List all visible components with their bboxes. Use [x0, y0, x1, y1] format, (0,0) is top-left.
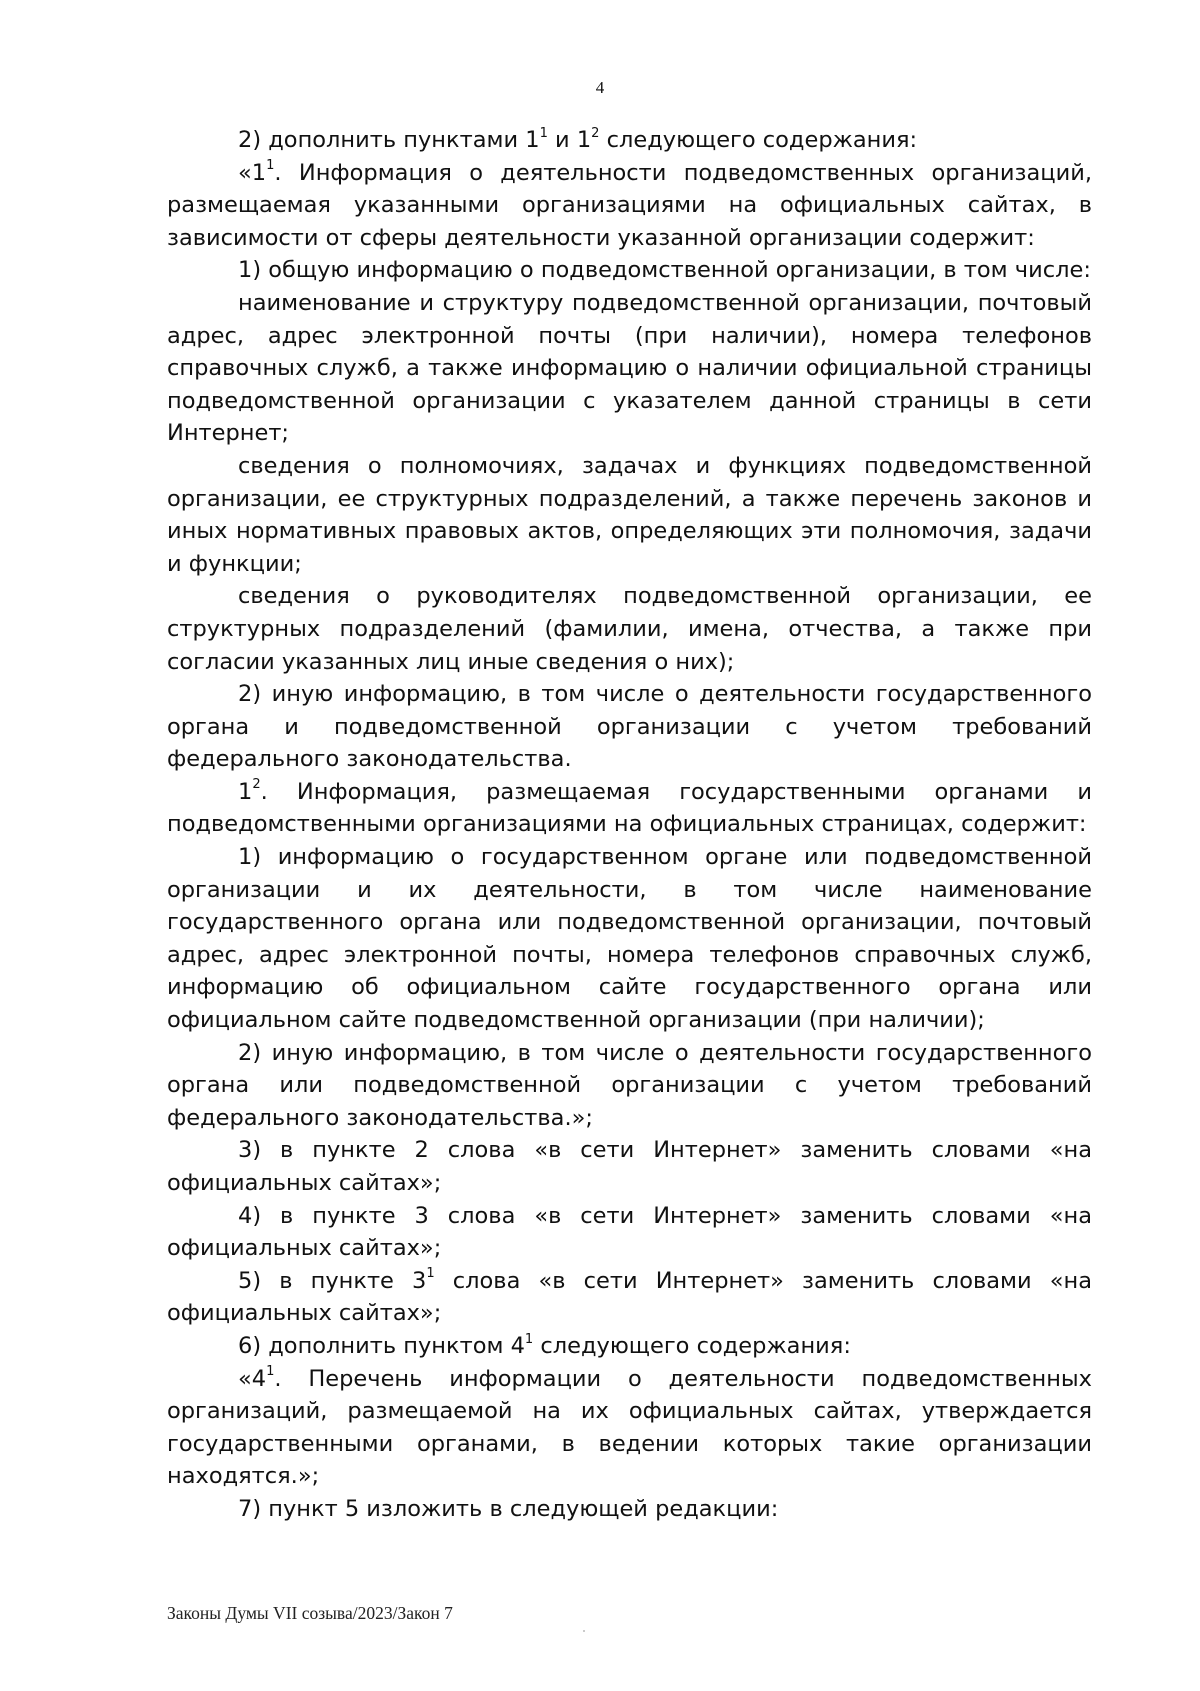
page-number: 4: [595, 78, 605, 97]
text-segment: 6) дополнить пунктом 4: [238, 1332, 525, 1359]
superscript: 2: [591, 125, 600, 141]
superscript: 1: [266, 1364, 275, 1380]
superscript: 1: [539, 125, 548, 141]
paragraph-general-info: [167, 254, 1092, 287]
text-segment: 2) дополнить пунктами 1: [238, 127, 540, 153]
paragraph-amend-add-points: [167, 124, 1092, 157]
paragraph-point-1-1: [167, 157, 1092, 255]
superscript: 2: [252, 777, 261, 793]
text-segment: следующего содержания:: [533, 1332, 851, 1359]
paragraph-other-info-2: [167, 1037, 1092, 1135]
text-segment: «4: [238, 1365, 267, 1392]
paragraph-amend-point-2: [167, 1134, 1092, 1199]
text-segment: 2) иную информацию, в том числе о деятельности государственного органа или подведомственной организации с учетом требований федерального законодательства.»;: [167, 1039, 1092, 1131]
paragraph-amend-add-point-4-1: [167, 1330, 1092, 1363]
superscript: 1: [426, 1266, 435, 1282]
paragraph-point-1-2: [167, 776, 1092, 841]
text-segment: . Перечень информации о деятельности подведомственных организаций, размещаемой на их официальных сайтах, утверждается государственными органами, в ведении которых такие организации находятся.»;: [167, 1365, 1092, 1490]
superscript: 1: [266, 158, 275, 174]
paragraph-heads: [167, 580, 1092, 678]
text-segment: наименование и структуру подведомственной организации, почтовый адрес, адрес электронной почты (при наличии), номера телефонов справочных служб, а также информацию о наличии официальной страницы подведомственной организации с указателем данной страницы в сети Интернет;: [167, 289, 1092, 447]
text-segment: 3) в пункте 2 слова «в сети Интернет» заменить словами «на официальных сайтах»;: [167, 1137, 1092, 1196]
text-segment: 5) в пункте 3: [238, 1267, 427, 1294]
superscript: 1: [524, 1331, 534, 1347]
text-segment: «1: [238, 159, 267, 186]
text-segment: 4) в пункте 3 слова «в сети Интернет» заменить словами «на официальных сайтах»;: [167, 1202, 1092, 1262]
text-segment: 1) информацию о государственном органе или подведомственной организации и их деятельности, в том числе наименование государственного органа или подведомственной организации, почтовый адрес, адрес электронной почты, номера телефонов справочных служб, информацию об официальном сайте государственного органа или официальном сайте подведомственной организации (при наличии);: [167, 844, 1092, 1034]
scan-speck: [583, 1630, 585, 1632]
document-footer-reference: Законы Думы VII созыва/2023/Закон 7: [167, 1603, 453, 1623]
text-segment: . Информация о деятельности подведомственных организаций, размещаемая указанными организациями на официальных сайтах, в зависимости от сферы деятельности указанной организации содержит:: [167, 159, 1092, 251]
text-segment: слова «в сети Интернет» заменить словами «на официальных сайтах»;: [167, 1267, 1092, 1327]
text-segment: 2) иную информацию, в том числе о деятельности государственного органа и подведомственной организации с учетом требований федерального законодательства.: [167, 681, 1092, 773]
paragraph-name-structure: [167, 287, 1092, 450]
text-segment: сведения о полномочиях, задачах и функциях подведомственной организации, ее структурных подразделений, а также перечень законов и иных нормативных правовых актов, определяющих эти полномочия, задачи и функции;: [167, 452, 1092, 577]
text-segment: 1) общую информацию о подведомственной организации, в том числе:: [238, 257, 1091, 284]
paragraph-amend-point-3: [167, 1200, 1092, 1265]
text-segment: 7) пункт 5 изложить в следующей редакции:: [238, 1495, 779, 1522]
text-segment: . Информация, размещаемая государственными органами и подведомственными организациями на официальных страницах, содержит:: [167, 778, 1092, 838]
document-body: [167, 124, 1092, 1526]
paragraph-other-info: [167, 678, 1092, 776]
text-segment: и 1: [547, 127, 592, 153]
paragraph-amend-point-3-1: [167, 1265, 1092, 1330]
paragraph-powers: [167, 450, 1092, 580]
text-segment: следующего содержания:: [599, 127, 918, 153]
paragraph-info-about-body: [167, 841, 1092, 1037]
paragraph-point-4-1: [167, 1363, 1092, 1493]
text-segment: 1: [238, 778, 253, 805]
paragraph-amend-point-5: [167, 1493, 1092, 1526]
text-segment: сведения о руководителях подведомственной организации, ее структурных подразделений (фамилии, имена, отчества, а также при согласии указанных лиц иные сведения о них);: [167, 583, 1092, 675]
